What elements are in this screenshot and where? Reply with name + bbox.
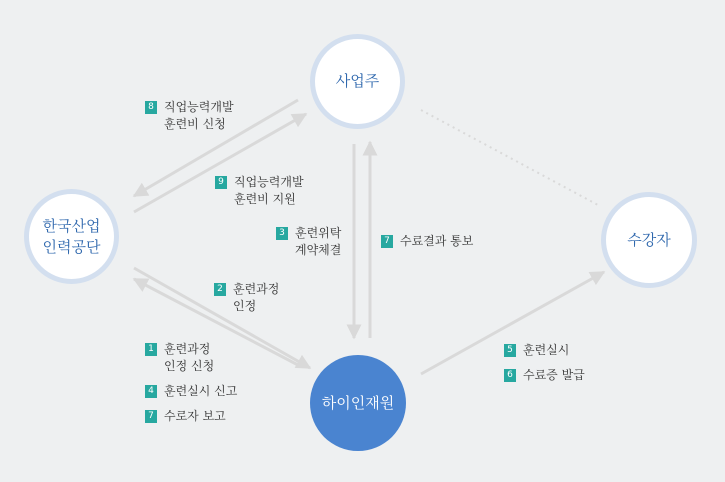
node-institute-label: 하이인재원	[321, 393, 395, 412]
step-3-badge: 3	[276, 227, 288, 240]
step-2-text: 훈련과정 인정	[233, 282, 280, 313]
step-7-report-badge: 7	[145, 410, 157, 423]
node-trainee-label: 수강자	[627, 230, 671, 249]
step-7-result-text: 수료결과 통보	[400, 234, 474, 248]
step-4-badge: 4	[145, 385, 157, 398]
node-institute	[310, 355, 406, 451]
step-3	[276, 225, 341, 259]
step-7-result	[381, 233, 473, 250]
step-3-text: 훈련위탁 계약체결	[295, 226, 342, 257]
step-2	[214, 281, 279, 315]
step-7-report	[145, 408, 226, 425]
step-8-text: 직업능력개발 훈련비 신청	[164, 100, 234, 131]
step-8-badge: 8	[145, 101, 157, 114]
step-7-report-text: 수로자 보고	[164, 409, 226, 423]
dotted-employer-trainee	[421, 110, 598, 205]
step-4	[145, 383, 237, 400]
step-1-text: 훈련과정 인정 신청	[164, 342, 215, 373]
step-6-badge: 6	[504, 369, 516, 382]
step-9	[215, 174, 304, 208]
step-9-badge: 9	[215, 176, 227, 189]
step-2-badge: 2	[214, 283, 226, 296]
step-7-result-badge: 7	[381, 235, 393, 248]
step-6	[504, 367, 585, 384]
step-5-text: 훈련실시	[523, 343, 570, 357]
step-1-badge: 1	[145, 343, 157, 356]
node-hrd-korea	[24, 189, 119, 284]
node-employer	[310, 34, 405, 129]
node-employer-label: 사업주	[335, 72, 380, 90]
step-8	[145, 99, 234, 133]
step-1	[145, 341, 214, 375]
node-trainee	[601, 192, 697, 288]
step-9-text: 직업능력개발 훈련비 지원	[234, 175, 304, 206]
step-6-text: 수료증 발급	[523, 368, 585, 382]
node-hrd-korea-label: 한국산업 인력공단	[42, 216, 101, 256]
step-4-text: 훈련실시 신고	[164, 384, 238, 398]
step-5	[504, 342, 569, 359]
step-5-badge: 5	[504, 344, 516, 357]
